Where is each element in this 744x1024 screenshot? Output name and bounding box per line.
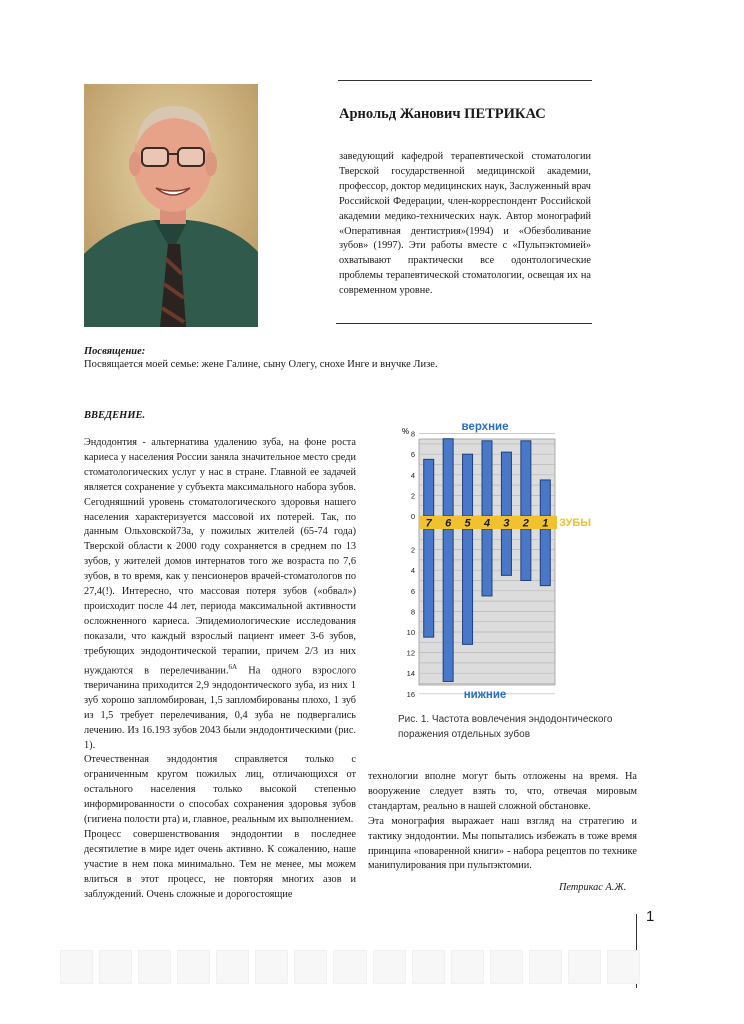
- bar-lower-6: [443, 529, 453, 681]
- chart-center-label: ЗУБЫ: [559, 517, 591, 529]
- intro-paragraph-1: [84, 436, 356, 753]
- bar-upper-4: [482, 441, 492, 516]
- tick-label-upper: 4: [410, 470, 415, 480]
- bottom-rule: [336, 323, 592, 324]
- tooth-label-1: 1: [542, 517, 549, 530]
- intro-heading: ВВЕДЕНИЕ.: [84, 410, 146, 421]
- page-number: 1: [646, 908, 655, 925]
- chart-axis-unit: %: [402, 427, 410, 436]
- tick-label-lower: 14: [406, 669, 415, 679]
- tooth-label-3: 3: [503, 517, 510, 530]
- tooth-chart: [395, 418, 595, 702]
- intro-paragraph-5: Эта монография выражает наш взгляд на стратегию и тактику эндодонтии. Мы попытались избежать в тоже время принципа «поваренной книги» - набора рецептов по технике манипулирования при пульпэктомии.: [368, 815, 637, 872]
- tick-label-upper: 8: [410, 429, 415, 439]
- tick-label-upper: 6: [410, 450, 415, 460]
- tooth-label-6: 6: [445, 517, 452, 530]
- bar-lower-2: [521, 529, 531, 581]
- tick-label-upper: 2: [410, 491, 415, 501]
- bar-upper-2: [521, 441, 531, 516]
- tick-label-lower: 8: [410, 607, 415, 617]
- author-photo: [84, 84, 258, 327]
- intro-paragraph-3: Процесс совершенствования эндодонтии в последнее десятилетие в мире идет очень активно. К сожалению, наше участие в нем пока минимально. Тем не менее, мы можем влиться в этот процесс, не повторяя многих азов и заблуждений. Очень сложные и дорогостоящие: [84, 828, 356, 900]
- bar-upper-1: [540, 480, 550, 516]
- tooth-label-2: 2: [522, 517, 529, 530]
- top-rule: [338, 80, 592, 81]
- intro-column-right: [368, 770, 637, 874]
- tick-label-lower: 4: [410, 566, 415, 576]
- bar-lower-4: [482, 529, 492, 596]
- intro-column-left: [84, 436, 356, 903]
- tooth-label-5: 5: [464, 517, 471, 530]
- bar-upper-3: [501, 452, 511, 516]
- bar-upper-6: [443, 439, 453, 516]
- tooth-label-4: 4: [483, 517, 491, 530]
- intro-paragraph-2: Отечественная эндодонтия справляется только с ограниченным кругом пожилых лиц, отличающихся от остального населения только высокой степенью информированности о способах сохранения здоровья зубов (гигиена полости рта) и, главное, реальным их выполнением.: [84, 754, 356, 826]
- tick-label-lower: 16: [406, 689, 415, 699]
- bar-lower-1: [540, 529, 550, 586]
- bar-upper-7: [424, 459, 434, 516]
- scan-bleed-through: [60, 950, 640, 984]
- chart-title-top: верхние: [461, 421, 509, 433]
- tick-label-lower: 12: [406, 648, 415, 658]
- chart-caption: Рис. 1. Частота вовлечения эндодонтического поражения отдельных зубов: [398, 714, 613, 740]
- bar-lower-3: [501, 529, 511, 575]
- author-bio: заведующий кафедрой терапевтической стоматологии Тверской государственной медицинской академии, профессор, доктор медицинских наук, Заслуженный врач Российской Федерации, член-корреспондент Российской академии медико-технических наук. Автор монографий «Оперативная дентистрия»(1994) и «Обезболивание зубов» (1997). Эти работы вместе с «Пульпэктомией» охватывают практически все одонтологические проблемы терапевтической стоматологии, освещая их на современном уровне.: [339, 151, 591, 297]
- dedication-text: Посвящается моей семье: жене Галине, сыну Олегу, снохе Инге и внучке Лизе.: [84, 359, 438, 370]
- signature: Петрикас А.Ж.: [559, 882, 627, 893]
- tick-label-upper: 0: [410, 512, 415, 521]
- tick-label-lower: 10: [406, 628, 415, 637]
- intro-paragraph-1a: Эндодонтия - альтернатива удалению зуба, на фоне роста кариеса у населения России заняла значительное место среди стоматологических услуг у нас в стране. Главной ее задачей является сохранение у субъекта максимального набора зубов. Сегодняшний уровень стоматологического здоровья нашего населения характеризуется массовой их потерей. Так, по данным Ольховской73а, у пожилых жителей (65-74 года) Тверской области к 2000 году сохраняется в среднем по 13 зубов, у жителей домов интернатов того же возраста по 7,6 зубов, в то время, как у пенсионеров врачей-стоматологов по 27,4(!). Интересно, что массовая потеря зубов («обвал») происходит после 44 лет, периода максимальной активности осложненного кариеса. Эпидемиологические исследования показали, что каждый взрослый пациент имеет 3-6 зубов, требующих эндодонтической терапии, причем 2/3 из них нуждаются в перелечивании.: [84, 437, 356, 677]
- tooth-label-7: 7: [425, 517, 432, 530]
- bar-lower-5: [463, 529, 473, 644]
- bar-upper-5: [463, 454, 473, 516]
- intro-paragraph-1b: На одного взрослого тверичанина приходится 2,9 эндодонтического зуба, из них 1 зуб хорошо запломбирован, 1,5 запломбированы плохо, 1 зуб из 1,5 требует перелечивания, 0,4 зуба не подвергались лечению. Из 16.193 зубов 2043 были эндодонтическими (рис. 1).: [84, 665, 356, 751]
- chart-ticks: [407, 430, 415, 699]
- tick-label-lower: 2: [410, 545, 415, 555]
- chart-title-bottom: нижние: [463, 689, 507, 701]
- intro-paragraph-4: технологии вполне могут быть отложены на время. На вооружение следует взять то, что, отвечая мировым стандартам, реально в нашей сложной обстановке.: [368, 771, 637, 812]
- author-name: Арнольд Жанович ПЕТРИКАС: [339, 106, 546, 122]
- footnote-ref: 6А: [228, 662, 238, 671]
- bar-lower-7: [424, 529, 434, 637]
- tick-label-lower: 6: [410, 586, 415, 596]
- dedication-label: Посвящение:: [84, 346, 146, 357]
- chart-tooth-band: [419, 516, 557, 530]
